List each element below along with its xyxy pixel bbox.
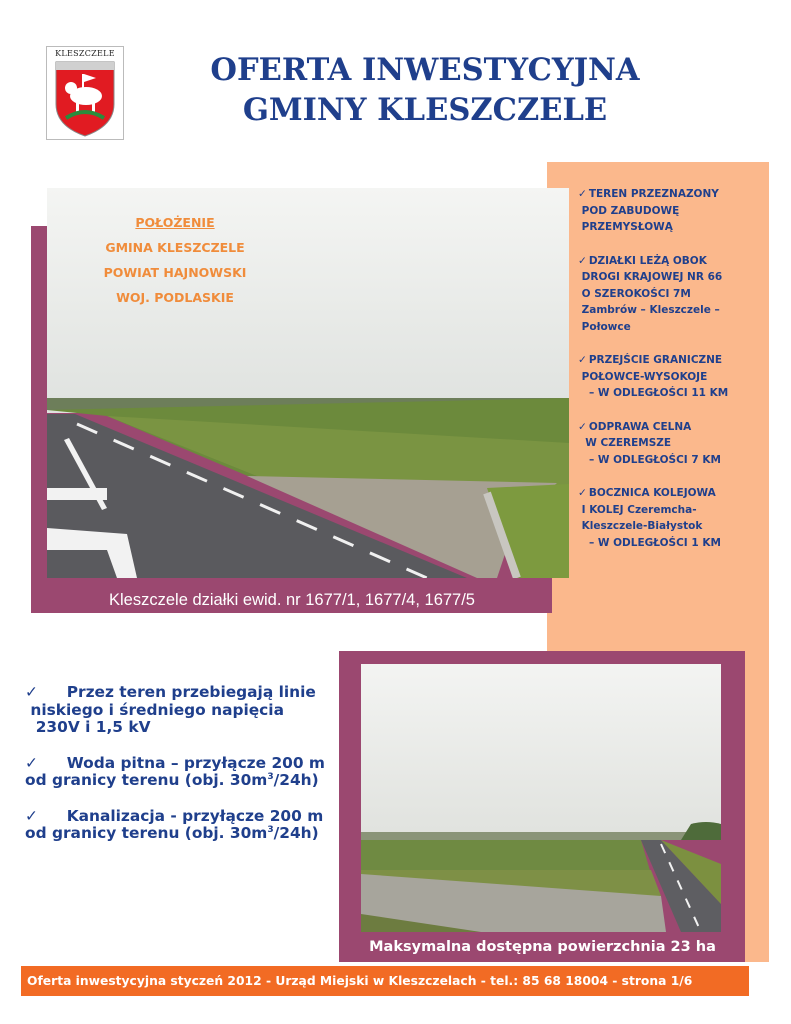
check-icon: ✓ [25, 683, 38, 701]
feature-item: ✓ ODPRAWA CELNA W CZEREMSZE – W ODLEGŁOŚCI 7 KM [578, 420, 721, 466]
page-title [140, 50, 710, 130]
utility-item: ✓ Woda pitna – przyłącze 200 m od granicy terenu (obj. $30m^3/24h$) [25, 753, 325, 789]
check-icon: ✓ [25, 753, 38, 772]
location-heading: POŁOŻENIE [135, 215, 215, 230]
utility-item: ✓ Kanalizacja - przyłącze 200 m od granicy terenu (obj. $30m^3/24h$) [25, 806, 324, 842]
check-icon: ✓ [578, 188, 587, 200]
location-block [70, 210, 280, 310]
check-icon: ✓ [578, 420, 587, 433]
feature-item: ✓ DZIAŁKI LEŻĄ OBOK DROGI KRAJOWEJ NR 66 O SZEROKOŚCI 7M Zambrów – Kleszczele – Połowce [578, 254, 723, 333]
photo-2-caption: Maksymalna dostępna powierzchnia 23 ha [369, 939, 716, 955]
crest-icon [46, 46, 124, 140]
location-powiat: POWIAT HAJNOWSKI [103, 265, 247, 280]
feature-item: ✓ PRZEJŚCIE GRANICZNE POŁOWCE-WYSOKOJE – W ODLEGŁOŚCI 11 KM [578, 354, 729, 399]
title-line-2: GMINY KLESZCZELE [242, 92, 608, 128]
feature-item: ✓ BOCZNICA KOLEJOWA I KOLEJ Czeremcha- Kleszczele-Białystok – W ODLEGŁOŚCI 1 KM [578, 487, 721, 549]
check-icon: ✓ [578, 254, 587, 267]
photo-area-view [361, 664, 721, 932]
check-icon: ✓ [578, 487, 587, 499]
utilities-list [25, 684, 337, 861]
footer-bar: Oferta inwestycyjna styczeń 2012 - Urząd Miejski w Kleszczelach - tel.: 85 68 18004 - strona 1/6 [21, 966, 749, 996]
location-gmina: GMINA KLESZCZELE [105, 240, 245, 255]
check-icon: ✓ [578, 354, 587, 366]
photo-1-caption: Kleszczele działki ewid. nr 1677/1, 1677/4, 1677/5 [109, 591, 475, 609]
title-line-1: OFERTA INWESTYCYJNA [210, 52, 640, 88]
kleszczele-crest [46, 46, 124, 140]
check-icon: ✓ [25, 806, 38, 825]
utility-item: ✓ Przez teren przebiegają linie niskiego i średniego napięcia 230V i 1,5 kV [25, 683, 316, 736]
features-list [578, 186, 768, 568]
feature-item: ✓ TEREN PRZEZNAZONY POD ZABUDOWĘ PRZEMYSŁOWĄ [578, 188, 719, 233]
location-wojewodztwo: WOJ. PODLASKIE [116, 290, 234, 305]
crest-name: KLESZCZELE [55, 49, 115, 58]
